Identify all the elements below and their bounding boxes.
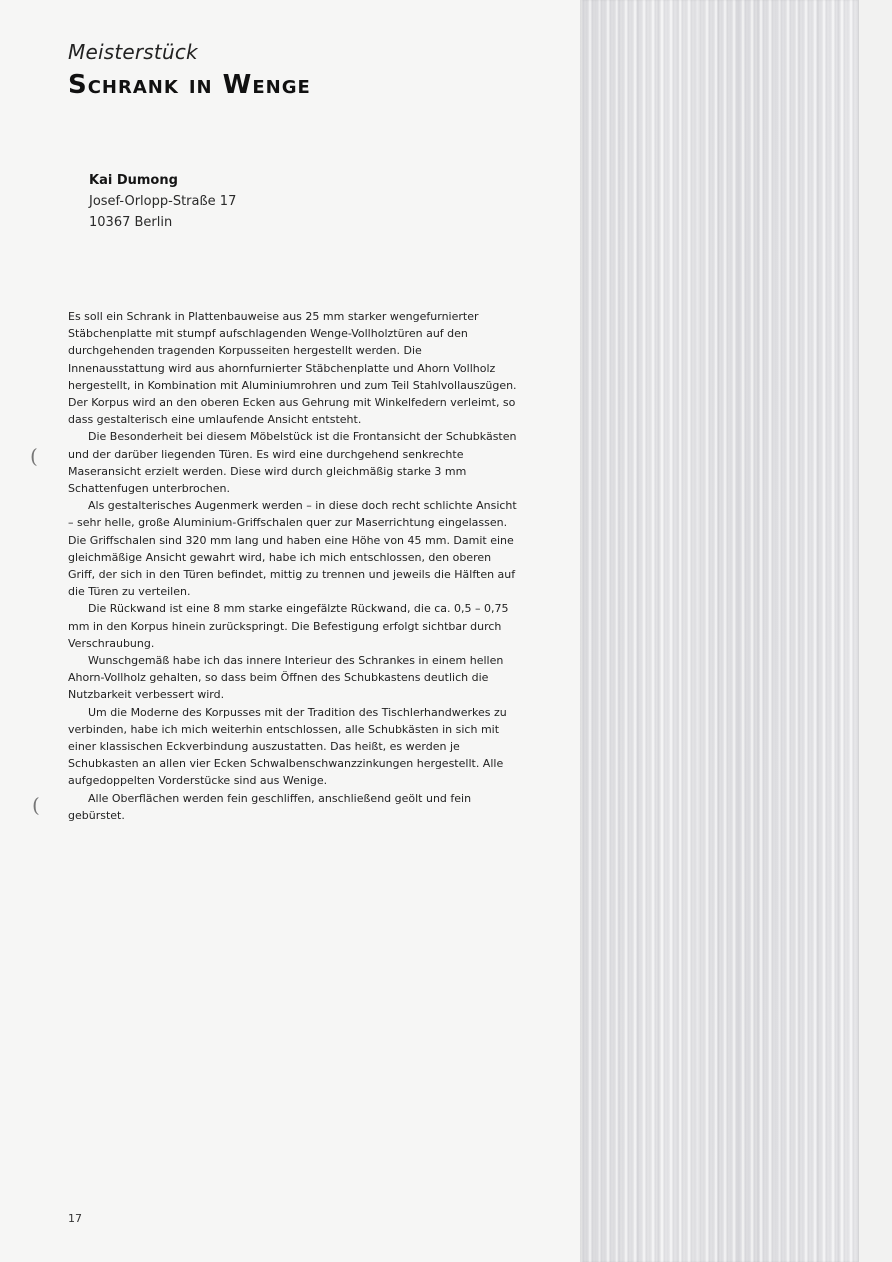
paragraph: Die Besonderheit bei diesem Möbelstück ist die Frontansicht der Schubkästen und der darüber liegenden Türen. Es wird eine durchgehend senkrechte Maseransicht erzielt werden. Diese wird durch gleichmäßig starke 3 mm Schattenfugen unterbrochen. (68, 430, 517, 496)
address-block (89, 170, 236, 233)
paragraph: Die Rückwand ist eine 8 mm starke eingefälzte Rückwand, die ca. 0,5 – 0,75 mm in den Korpus hinein zurückspringt. Die Befestigung erfolgt sichtbar durch Verschraubung. (68, 602, 509, 650)
paragraph: Um die Moderne des Korpusses mit der Tradition des Tischlerhandwerkes zu verbinden, habe ich mich weiterhin entschlossen, alle Schubkästen in sich mit einer klassischen Eckverbindung auszustatten. Das heißt, es werden je Schubkasten an allen vier Ecken Schwalbenschwanzzinkungen hergestellt. Alle aufgedoppelten Vorderstücke sind aus Wenige. (68, 705, 507, 788)
page-title: Schrank in Wenge (68, 70, 311, 100)
page-number: 17 (68, 1212, 82, 1225)
paragraph: Alle Oberflächen werden fein geschliffen, anschließend geölt und fein gebürstet. (68, 791, 472, 822)
binder-hole-mark: ( (32, 793, 40, 817)
wood-texture-panel (580, 0, 858, 1262)
page-subtitle: Meisterstück (68, 40, 198, 64)
author-name: Kai Dumong (89, 173, 178, 188)
address-city: 10367 Berlin (89, 215, 173, 230)
paragraph: Als gestalterisches Augenmerk werden – in diese doch recht schlichte Ansicht – sehr helle, große Aluminium-Griffschalen quer zur Maserrichtung eingelassen. Die Griffschalen sind 320 mm lang und haben eine Höhe von 45 mm. Damit eine gleichmäßige Ansicht gewahrt wird, habe ich mich entschlossen, den oberen Griff, der sich in den Türen befindet, mittig zu trennen und jeweils die Hälften auf die Türen zu verteilen. (68, 499, 517, 599)
binder-hole-mark: ( (30, 444, 38, 468)
paragraph: Es soll ein Schrank in Plattenbauweise aus 25 mm starker wengefurnierter Stäbchenplatte mit stumpf aufschlagenden Wenge-Vollholztüren auf den durchgehenden tragenden Korpusseiten hergestellt werden. Die Innenausstattung wird aus ahornfurnierter Stäbchenplatte und Ahorn Vollholz hergestellt, in Kombination mit Aluminiumrohren und zum Teil Stahlvollauszügen. Der Korpus wird an den oberen Ecken aus Gehrung mit Winkelfedern verleimt, so dass gestalterisch eine umlaufende Ansicht entsteht. (68, 310, 517, 427)
paragraph: Wunschgemäß habe ich das innere Interieur des Schrankes in einem hellen Ahorn-Vollholz gehalten, so dass beim Öffnen des Schubkastens deutlich die Nutzbarkeit verbessert wird. (68, 654, 504, 702)
address-street: Josef-Orlopp-Straße 17 (89, 194, 237, 209)
right-margin (858, 0, 892, 1262)
body-text (68, 308, 520, 824)
